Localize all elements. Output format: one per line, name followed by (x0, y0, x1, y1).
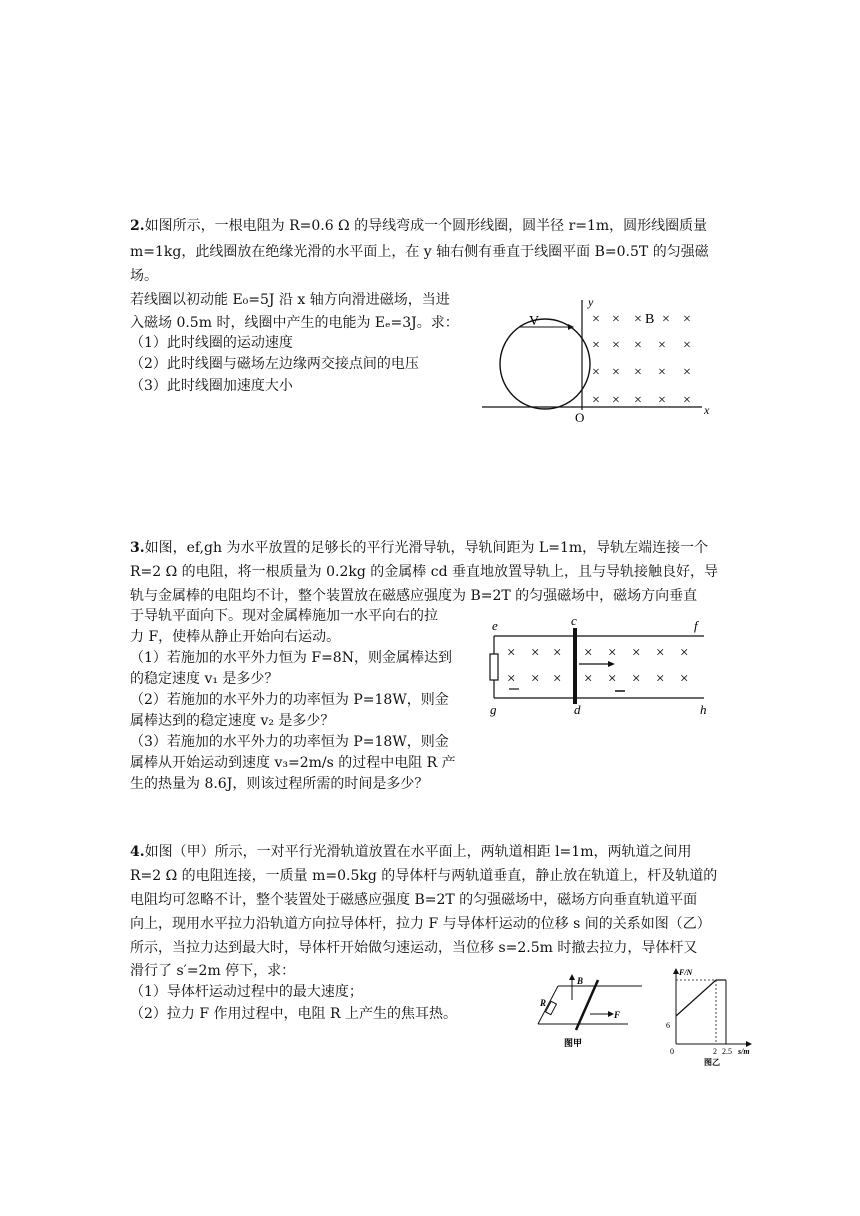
q3-label-g: g (490, 702, 497, 717)
q4-line-1 (130, 842, 691, 862)
field-cross: × (592, 312, 600, 327)
q2-line-5: 入磁场 0.5m 时，线圈中产生的电能为 Eₑ=3J。求： (130, 315, 459, 331)
q4b-rising-line (676, 980, 716, 1016)
q3-line-2: R=2 Ω 的电阻，将一根质量为 0.2kg 的金属棒 cd 垂直地放置导轨上，且与导轨接触良好，导 (130, 564, 718, 580)
q2-sub-2: （2）此时线圈与磁场左边缘两交接点间的电压 (130, 356, 419, 372)
field-cross: × (553, 645, 562, 661)
q4-figure-b (662, 966, 762, 1068)
q3-line-4: 于导轨平面向下。现对金属棒施加一水平向右的拉 (130, 608, 438, 624)
field-cross: × (683, 338, 691, 353)
q4-line-4: 向上，现用水平拉力沿轨道方向拉导体杆，拉力 F 与导体杆运动的位移 s 间的关系如图（乙） (130, 916, 711, 932)
field-cross: × (656, 645, 665, 661)
q3-label-e: e (492, 618, 498, 633)
q3-label-f: f (694, 618, 698, 633)
q4b-label-0: 0 (670, 1047, 674, 1056)
field-cross: × (612, 312, 620, 327)
q3-sub-2a: （2）若施加的水平外力的功率恒为 P=18W，则金 (130, 692, 449, 708)
q2-magnetic-field-crosses (592, 312, 691, 408)
q4a-label-b: B (577, 976, 584, 986)
field-cross: × (608, 671, 617, 687)
field-cross: × (658, 365, 666, 380)
field-cross: × (680, 671, 689, 687)
field-cross: × (632, 645, 641, 661)
q3-force-arrowhead (608, 661, 615, 667)
q4-sub-2: （2）拉力 F 作用过程中，电阻 R 上产生的焦耳热。 (130, 1006, 457, 1022)
q4b-caption: 图乙 (704, 1058, 720, 1067)
field-cross: × (658, 393, 666, 408)
q2-label-o: O (575, 410, 585, 425)
q4-line-5: 所示，当拉力达到最大时，导体杆开始做匀速运动，当位移 s=2.5m 时撤去拉力，导体杆又 (130, 940, 698, 956)
q3-sub-3a: （3）若施加的水平外力的功率恒为 P=18W，则金 (130, 734, 449, 750)
q4b-label-2-5: 2.5 (722, 1047, 732, 1056)
field-cross: × (634, 393, 642, 408)
q3-label-h: h (700, 702, 707, 717)
field-cross: × (683, 312, 691, 327)
q3-resistor-r (490, 654, 498, 680)
q3-number: 3. (130, 540, 145, 556)
q3-sub-3b: 属棒从开始运动到速度 v₃=2m/s 的过程中电阻 R 产 (130, 755, 456, 771)
q4b-label-y: F/N (679, 968, 693, 977)
q3-text-1: 如图，ef,gh 为水平放置的足够长的平行光滑导轨，导轨间距为 L=1m，导轨左端连接一个 (144, 540, 709, 556)
q4b-label-6: 6 (666, 1021, 670, 1030)
q4-text-1: 如图（甲）所示，一对平行光滑轨道放置在水平面上，两轨道相距 l=1m，两轨道之间用 (144, 844, 692, 860)
field-cross: × (680, 645, 689, 661)
field-cross: × (612, 365, 620, 380)
q2-line-3: 场。 (130, 268, 158, 284)
field-cross: × (683, 393, 691, 408)
q3-line-1 (130, 538, 708, 558)
q2-line-4: 若线圈以初动能 E₀=5J 沿 x 轴方向滑进磁场，当进 (130, 292, 450, 308)
q4b-label-2: 2 (713, 1047, 717, 1056)
q2-coil-circle (500, 319, 590, 409)
q4a-b-arrowhead (569, 974, 575, 980)
q4-sub-1: （1）导体杆运动过程中的最大速度； (130, 984, 363, 1000)
field-cross: × (507, 645, 516, 661)
q3-sub-1b: 的稳定速度 v₁ 是多少？ (130, 671, 279, 687)
q3-line-5: 力 F，使棒从静止开始向右运动。 (130, 629, 341, 645)
q2-label-y: y (588, 295, 594, 309)
q3-label-d: d (574, 702, 581, 717)
q4a-label-r: R (540, 998, 547, 1008)
field-cross: × (592, 393, 600, 408)
field-cross: × (507, 671, 516, 687)
q2-text-1: 如图所示，一根电阻为 R=0.6 Ω 的导线弯成一个圆形线圈，圆半径 r=1m，圆形线圈质量 (144, 218, 708, 234)
field-cross: × (634, 365, 642, 380)
q3-figure (482, 612, 722, 722)
field-cross: × (634, 338, 642, 353)
q4-line-2: R=2 Ω 的电阻连接，一质量 m=0.5kg 的导体杆与两轨道垂直，静止放在轨道上，杆及轨道的 (130, 868, 718, 884)
field-cross: × (592, 365, 600, 380)
field-cross: × (584, 671, 593, 687)
q4a-caption: 图甲 (564, 1038, 583, 1048)
q4a-resistor (546, 1001, 557, 1014)
q3-line-3: 轨与金属棒的电阻均不计，整个装置放在磁感应强度为 B=2T 的匀强磁场中，磁场方向垂直 (130, 588, 698, 604)
q3-label-c: c (571, 613, 577, 628)
q2-sub-3: （3）此时线圈加速度大小 (130, 378, 293, 394)
q2-label-v: V (529, 314, 540, 329)
field-cross: × (531, 671, 540, 687)
q3-sub-1a: （1）若施加的水平外力恒为 F=8N，则金属棒达到 (130, 650, 452, 666)
q4b-label-x: s/m (738, 1047, 750, 1056)
q3-sub-2b: 属棒达到的稳定速度 v₂ 是多少？ (130, 713, 335, 729)
q2-figure (470, 292, 720, 432)
field-cross: × (531, 645, 540, 661)
q4-line-3: 电阻均可忽略不计，整个装置处于磁感应强度 B=2T 的匀强磁场中，磁场方向垂直轨道平面 (130, 892, 698, 908)
field-cross: × (553, 671, 562, 687)
q4a-rod (576, 980, 598, 1030)
field-cross: × (683, 365, 691, 380)
q2-sub-1: （1）此时线圈的运动速度 (130, 335, 293, 351)
q2-label-x: x (704, 403, 710, 417)
q3-sub-3c: 生的热量为 8.6J，则该过程所需的时间是多少？ (130, 776, 429, 792)
q2-line-1 (130, 216, 707, 236)
field-cross: × (632, 671, 641, 687)
field-cross: × (608, 645, 617, 661)
field-cross: × (662, 312, 670, 327)
field-cross: × (656, 671, 665, 687)
q2-label-b: B (645, 312, 655, 327)
field-cross: × (592, 338, 600, 353)
field-cross: × (658, 338, 666, 353)
q4-number: 4. (130, 844, 145, 860)
field-cross: × (612, 393, 620, 408)
q3-magnetic-field-crosses (507, 645, 688, 687)
field-cross: × (634, 312, 642, 327)
q2-line-2: m=1kg，此线圈放在绝缘光滑的水平面上，在 y 轴右侧有垂直于线圈平面 B=0.5T 的匀强磁 (130, 244, 709, 260)
q2-number: 2. (130, 218, 145, 234)
q4-line-6: 滑行了 s′=2m 停下，求： (130, 963, 296, 979)
field-cross: × (584, 645, 593, 661)
q4-figure-a (530, 972, 650, 1054)
field-cross: × (612, 338, 620, 353)
q4a-label-f: F (614, 1010, 621, 1020)
